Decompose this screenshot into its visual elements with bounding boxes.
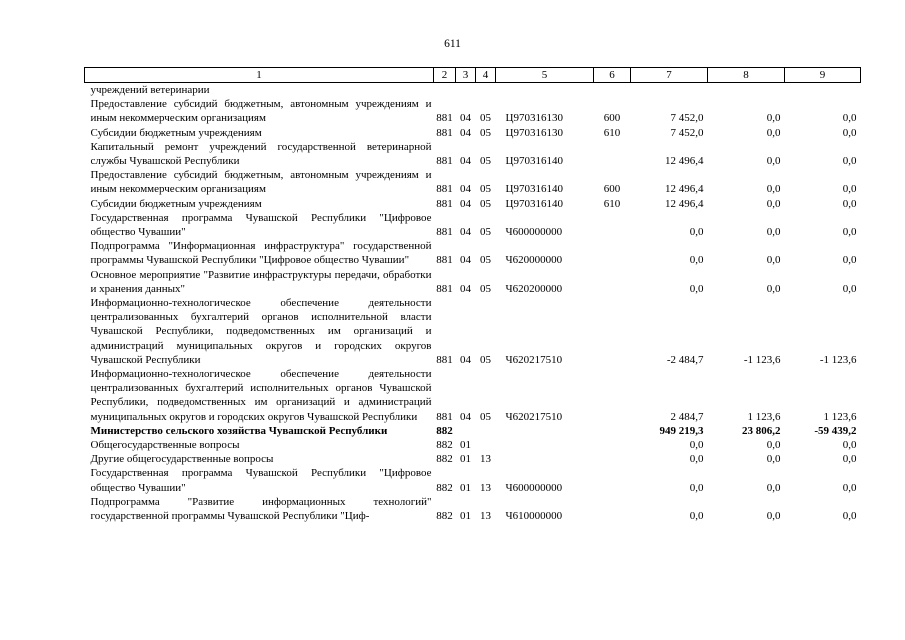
amount-col7-cell: 12 496,4 (665, 155, 704, 168)
subsection-code-cell: 05 (480, 126, 491, 139)
section-code-cell: 04 (460, 197, 471, 210)
subsection-code-cell (476, 438, 496, 452)
table-row (85, 268, 861, 296)
amount-col7-cell: 0,0 (689, 510, 704, 523)
subsection-code-cell: 05 (480, 353, 491, 366)
amount-col9-cell: 0,0 (842, 254, 857, 267)
target-article-cell (496, 438, 594, 452)
table-body (85, 83, 861, 524)
amount-col8-cell: 0,0 (766, 226, 781, 239)
section-code-cell: 04 (460, 226, 471, 239)
amount-col7-cell: 0,0 (689, 254, 704, 267)
target-article-cell: Ц970316130 (505, 112, 563, 125)
table-row (85, 97, 861, 125)
subsection-code-cell (476, 424, 496, 438)
amount-col7-cell: 0,0 (689, 481, 704, 494)
amount-col8-cell (708, 83, 785, 98)
expense-type-cell (594, 268, 631, 296)
table-row (85, 438, 861, 452)
target-article-cell (496, 83, 594, 98)
subsection-code-cell: 05 (480, 183, 491, 196)
target-article-cell: Ч600000000 (505, 481, 563, 494)
admin-code-cell: 881 (436, 183, 453, 196)
amount-col7-cell: 949 219,3 (659, 424, 704, 437)
table-row (85, 452, 861, 466)
amount-col9-cell: 0,0 (842, 112, 857, 125)
section-code-cell: 04 (460, 155, 471, 168)
column-header-2: 2 (434, 68, 456, 83)
header-row (85, 68, 861, 83)
expense-type-cell: 610 (603, 197, 621, 210)
row-name-cell: учреждений ветеринарии (90, 84, 210, 96)
subsection-code-cell: 05 (480, 155, 491, 168)
expense-type-cell (594, 211, 631, 239)
amount-col8-cell: 0,0 (766, 481, 781, 494)
admin-code-cell: 882 (436, 439, 453, 452)
row-name-cell: Государственная программа Чувашской Республики "Цифровое общество Чувашии" (90, 211, 432, 239)
column-header-7: 7 (631, 68, 708, 83)
row-name-cell: Подпрограмма "Информационная инфраструктура" государственной программы Чувашской Республики "Цифровое общество Чувашии" (90, 240, 432, 267)
amount-col8-cell: 23 806,2 (742, 424, 781, 437)
amount-col7-cell: 7 452,0 (670, 112, 704, 125)
amount-col9-cell: 0,0 (842, 481, 857, 494)
section-code-cell: 04 (460, 282, 471, 295)
table-row (85, 126, 861, 140)
expense-type-cell: 610 (603, 126, 621, 139)
section-code-cell: 04 (460, 183, 471, 196)
amount-col9-cell: 0,0 (842, 453, 857, 466)
subsection-code-cell: 05 (480, 254, 491, 267)
amount-col7-cell: 0,0 (689, 453, 704, 466)
section-code-cell: 04 (460, 254, 471, 267)
amount-col9-cell: 0,0 (842, 155, 857, 168)
target-article-cell: Ч620200000 (505, 282, 563, 295)
amount-col9-cell (785, 83, 861, 98)
expense-type-cell (594, 495, 631, 523)
table-row (85, 296, 861, 367)
amount-col8-cell: 0,0 (766, 510, 781, 523)
row-name-cell: Субсидии бюджетным учреждениям (90, 197, 262, 210)
subsection-code-cell: 05 (480, 197, 491, 210)
admin-code-cell: 882 (436, 424, 453, 437)
column-header-9: 9 (785, 68, 861, 83)
amount-col8-cell: 0,0 (766, 155, 781, 168)
admin-code-cell: 881 (436, 254, 453, 267)
section-code-cell: 04 (460, 353, 471, 366)
section-code-cell: 04 (460, 410, 471, 423)
section-code-cell: 01 (460, 453, 471, 466)
expense-type-cell (594, 239, 631, 267)
target-article-cell: Ч620217510 (505, 353, 563, 366)
amount-col9-cell: 0,0 (842, 183, 857, 196)
amount-col9-cell: 0,0 (842, 197, 857, 210)
admin-code-cell: 881 (436, 112, 453, 125)
row-name-cell: Основное мероприятие "Развитие инфраструктуры передачи, обработки и хранения данных" (90, 268, 432, 295)
table-row (85, 367, 861, 424)
row-name-cell: Подпрограмма "Развитие информационных технологий" государственной программы Чувашской Республики "Циф- (90, 495, 432, 523)
table-row (85, 239, 861, 267)
page-number: 611 (444, 38, 461, 50)
target-article-cell (496, 424, 594, 438)
expense-type-cell (594, 367, 631, 424)
subsection-code-cell: 05 (480, 112, 491, 125)
admin-code-cell (434, 83, 456, 98)
expense-type-cell (594, 424, 631, 438)
admin-code-cell: 881 (436, 155, 453, 168)
amount-col9-cell: -1 123,6 (819, 353, 857, 366)
amount-col7-cell: -2 484,7 (666, 353, 704, 366)
row-name-cell: Информационно-технологическое обеспечение деятельности централизованных бухгалтерий исполнительных органов Чувашской Республики, подведомственных им организаций и администраций муниципальных округов и городских округов Чувашской Республики (90, 368, 432, 423)
admin-code-cell: 881 (436, 197, 453, 210)
row-name-cell: Предоставление субсидий бюджетным, автономным учреждениям и иным некоммерческим организациям (90, 169, 432, 196)
amount-col9-cell: 0,0 (842, 226, 857, 239)
target-article-cell: Ц970316140 (505, 183, 563, 196)
column-header-1: 1 (85, 68, 434, 83)
column-header-4: 4 (476, 68, 496, 83)
subsection-code-cell (476, 83, 496, 98)
amount-col7-cell: 2 484,7 (670, 410, 704, 423)
section-code-cell (456, 424, 476, 438)
amount-col7-cell: 0,0 (689, 439, 704, 452)
target-article-cell (496, 452, 594, 466)
section-code-cell: 04 (460, 126, 471, 139)
table-row (85, 197, 861, 211)
section-code-cell: 01 (460, 510, 471, 523)
row-name-cell: Информационно-технологическое обеспечение деятельности централизованных бухгалтерий органов исполнительной власти Чувашской Республики, подведомственных им организаций и администраций муниципальных округов и городских округов Чувашской Республики (90, 297, 432, 366)
admin-code-cell: 881 (436, 353, 453, 366)
target-article-cell: Ц970316140 (505, 197, 563, 210)
admin-code-cell: 881 (436, 410, 453, 423)
column-header-3: 3 (456, 68, 476, 83)
admin-code-cell: 881 (436, 226, 453, 239)
table-row (85, 168, 861, 196)
section-code-cell: 04 (460, 112, 471, 125)
table-row (85, 424, 861, 438)
table-row (85, 466, 861, 494)
target-article-cell: Ч610000000 (505, 510, 563, 523)
admin-code-cell: 881 (436, 282, 453, 295)
amount-col9-cell: -59 439,2 (814, 424, 857, 437)
amount-col8-cell: 0,0 (766, 197, 781, 210)
amount-col8-cell: 0,0 (766, 183, 781, 196)
target-article-cell: Ц970316140 (505, 155, 563, 168)
amount-col8-cell: 0,0 (766, 439, 781, 452)
subsection-code-cell: 05 (480, 226, 491, 239)
row-name-cell: Государственная программа Чувашской Республики "Цифровое общество Чувашии" (90, 467, 432, 494)
amount-col9-cell: 1 123,6 (823, 410, 857, 423)
amount-col9-cell: 0,0 (842, 282, 857, 295)
section-code-cell (456, 83, 476, 98)
column-header-5: 5 (496, 68, 594, 83)
expense-type-cell (594, 466, 631, 494)
expense-type-cell (594, 296, 631, 367)
amount-col8-cell: 0,0 (766, 254, 781, 267)
row-name-cell: Предоставление субсидий бюджетным, автономным учреждениям и иным некоммерческим организациям (90, 98, 432, 125)
row-name-cell: Другие общегосударственные вопросы (90, 453, 274, 466)
amount-col7-cell: 0,0 (689, 226, 704, 239)
subsection-code-cell: 13 (480, 510, 491, 523)
subsection-code-cell: 13 (480, 453, 491, 466)
admin-code-cell: 882 (436, 510, 453, 523)
amount-col9-cell: 0,0 (842, 510, 857, 523)
expense-type-cell (594, 83, 631, 98)
amount-col8-cell: 1 123,6 (747, 410, 781, 423)
column-header-8: 8 (708, 68, 785, 83)
amount-col8-cell: -1 123,6 (743, 353, 781, 366)
expense-type-cell: 600 (603, 112, 621, 125)
amount-col8-cell: 0,0 (766, 126, 781, 139)
expense-type-cell (594, 452, 631, 466)
row-name-cell: Министерство сельского хозяйства Чувашской Республики (90, 424, 388, 437)
admin-code-cell: 881 (436, 126, 453, 139)
table-row (85, 140, 861, 168)
target-article-cell: Ч620217510 (505, 410, 563, 423)
amount-col7-cell: 7 452,0 (670, 126, 704, 139)
amount-col7-cell: 12 496,4 (665, 183, 704, 196)
column-header-6: 6 (594, 68, 631, 83)
amount-col7-cell: 12 496,4 (665, 197, 704, 210)
expense-type-cell: 600 (603, 183, 621, 196)
section-code-cell: 01 (460, 481, 471, 494)
subsection-code-cell: 13 (480, 481, 491, 494)
budget-table (84, 67, 861, 523)
target-article-cell: Ц970316130 (505, 126, 563, 139)
amount-col8-cell: 0,0 (766, 282, 781, 295)
amount-col8-cell: 0,0 (766, 453, 781, 466)
row-name-cell: Капитальный ремонт учреждений государственной ветеринарной службы Чувашской Республики (90, 140, 432, 168)
section-code-cell: 01 (460, 439, 471, 452)
amount-col9-cell: 0,0 (842, 126, 857, 139)
subsection-code-cell: 05 (480, 410, 491, 423)
table-row (85, 495, 861, 523)
table-row (85, 211, 861, 239)
expense-type-cell (594, 140, 631, 168)
target-article-cell: Ч620000000 (505, 254, 563, 267)
target-article-cell: Ч600000000 (505, 226, 563, 239)
admin-code-cell: 882 (436, 453, 453, 466)
amount-col8-cell: 0,0 (766, 112, 781, 125)
row-name-cell: Субсидии бюджетным учреждениям (90, 126, 262, 139)
admin-code-cell: 882 (436, 481, 453, 494)
expense-type-cell (594, 438, 631, 452)
subsection-code-cell: 05 (480, 282, 491, 295)
table-row (85, 83, 861, 98)
amount-col7-cell (631, 83, 708, 98)
amount-col9-cell: 0,0 (842, 439, 857, 452)
amount-col7-cell: 0,0 (689, 282, 704, 295)
row-name-cell: Общегосударственные вопросы (90, 439, 240, 452)
